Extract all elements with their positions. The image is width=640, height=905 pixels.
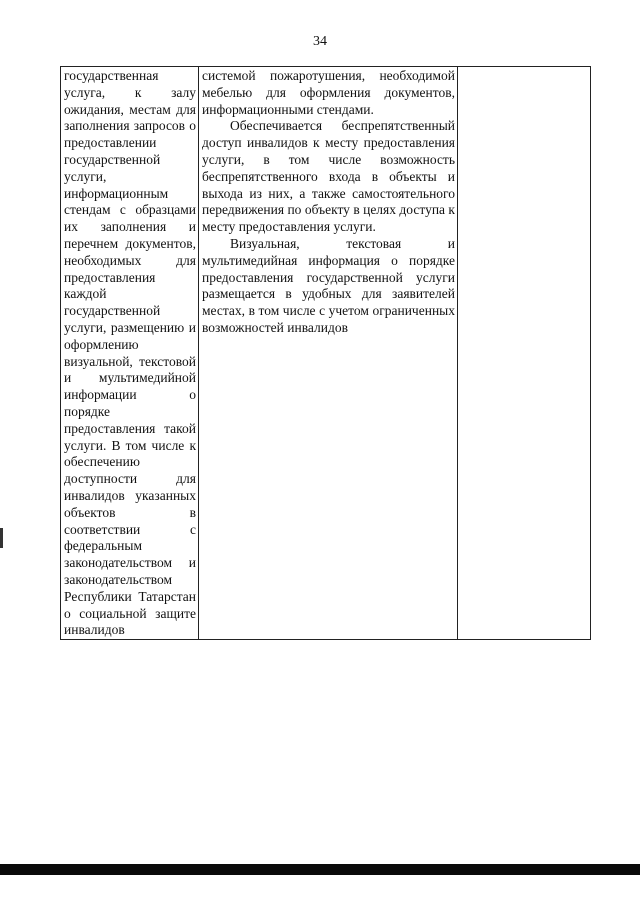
scan-margin-mark [0, 528, 3, 548]
regulation-table [60, 66, 591, 640]
requirement-text: государственная услуга, к залу ожидания, местам для заполнения запросов о предоставлении государственной услуги, информационным стендам с образцами их заполнения и перечнем документов, необходимых для предоставления каждой государственной услуги, размещению и оформлению визуальной, текстовой и мультимедийной информации о порядке предоставления такой услуги. В том числе к обеспечению доступности для инвалидов указанных объектов в соответствии с федеральным законодательством и законодательством Республики Татарстан о социальной защите инвалидов [64, 68, 196, 638]
empty-cell [458, 67, 591, 640]
requirement-cell [61, 67, 199, 640]
page-number: 34 [313, 34, 327, 49]
description-paragraph-1: системой пожаротушения, необходимой мебелью для оформления документов, информационными стендами. [202, 68, 455, 117]
description-paragraph-2: Обеспечивается беспрепятственный доступ инвалидов к месту предоставления услуги, в том числе возможность беспрепятственного входа в объекты и выхода из них, а также самостоятельного передвижения по объекту в целях доступа к месту предоставления услуги. [202, 118, 455, 235]
description-cell [199, 67, 458, 640]
table-row [61, 67, 591, 640]
scan-bottom-bar [0, 864, 640, 875]
description-paragraph-3: Визуальная, текстовая и мультимедийная информация о порядке предоставления государственной услуги размещается в удобных для заявителей местах, в том числе с учетом ограниченных возможностей инвалидов [202, 235, 455, 335]
